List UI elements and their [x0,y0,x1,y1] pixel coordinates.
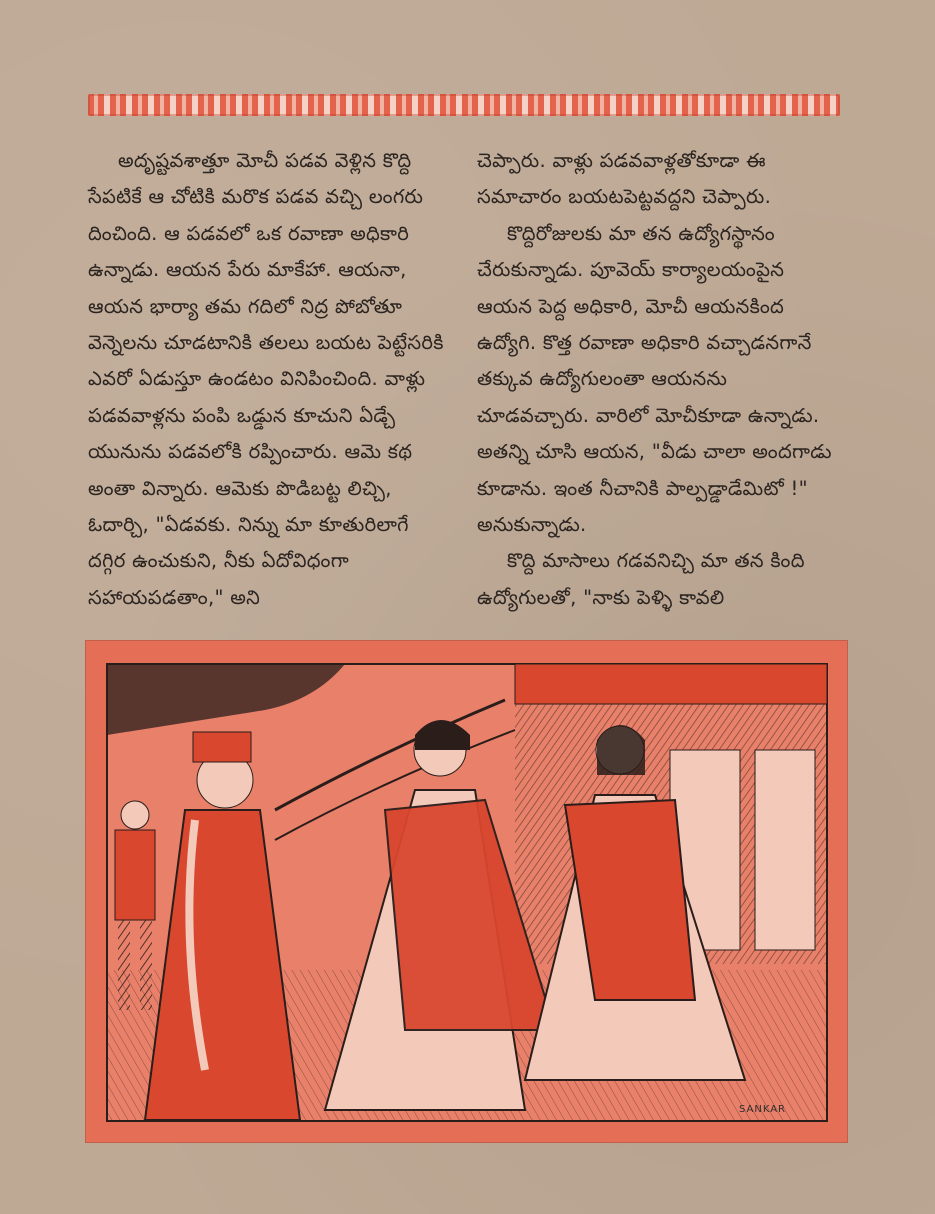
paragraph: అదృష్టవశాత్తూ మోచీ పడవ వెళ్లిన కొద్ది సేపటికే ఆ చోటికి మరొక పడవ వచ్చి లంగరు దించింది. ఆ పడవలో ఒక రవాణా అధికారి ఉన్నాడు. ఆయన పేరు మాకేహా. ఆయనా, ఆయన భార్యా తమ గదిలో నిద్ర పోబోతూ వెన్నెలను చూడటానికి తలలు బయట పెట్టేసరికి ఎవరో ఏడుస్తూ ఉండటం వినిపించింది. వాళ్లు పడవవాళ్లను పంపి ఒడ్డున కూచుని ఏడ్చే యునును పడవలోకి రప్పించారు. ఆమె కథ అంతా విన్నారు. ఆమెకు పొడిబట్ట లిచ్చి, ఓదార్చి, "ఏడవకు. నిన్ను మా కూతురిలాగే దగ్గిర ఉంచుకుని, నీకు ఏదోవిధంగా సహాయపడతాం," అని [88,149,444,609]
artist-signature: SANKAR [738,1104,786,1115]
illustration-drawing [85,640,848,1143]
paragraph: కొద్ది మాసాలు గడవనిచ్చి మా తన కింది ఉద్యోగులతో, "నాకు పెళ్ళి కావలి [477,549,805,609]
text-column-left [88,143,448,616]
story-illustration [85,640,848,1143]
text-column-right [477,143,837,616]
paragraph: కొద్దిరోజులకు మా తన ఉద్యోగస్థానం చేరుకున్నాడు. పూవెయ్ కార్యాలయంపైన ఆయన పెద్ద అధికారి, మోచీ ఆయనకింద ఉద్యోగి. కొత్త రవాణా అధికారి వచ్చాడనగానే తక్కువ ఉద్యోగులంతా ఆయనను చూడవచ్చారు. వారిలో మోచీకూడా ఉన్నాడు. అతన్ని చూసి ఆయన, "వీడు చాలా అందగాడు కూడాను. ఇంత నీచానికి పాల్పడ్డాడేమిటో !" అనుకున్నాడు. [477,221,832,537]
decorative-border-band [88,94,840,116]
paragraph: చెప్పారు. వాళ్లు పడవవాళ్లతోకూడా ఈ సమాచారం బయటపెట్టవద్దని చెప్పారు. [477,149,772,209]
